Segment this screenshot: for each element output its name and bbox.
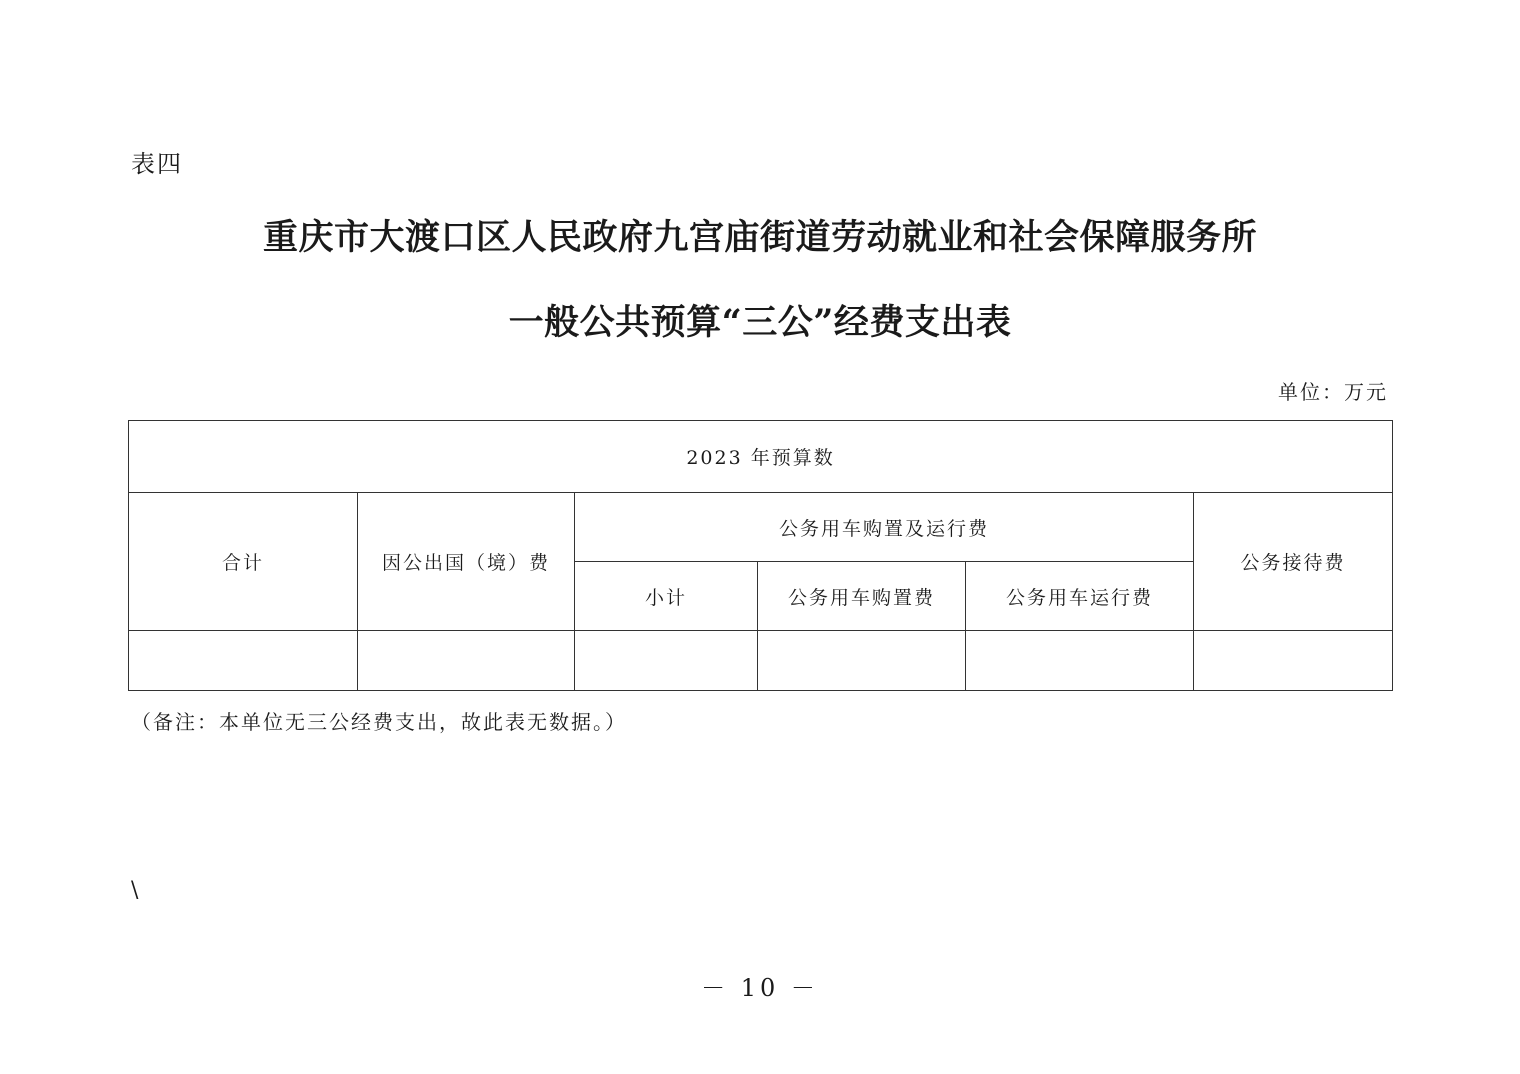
- table-header-row-year: [129, 421, 1393, 493]
- column-header-vehicle-operation: 公务用车运行费: [966, 562, 1194, 631]
- table-row: [129, 631, 1393, 691]
- column-header-overseas: 因公出国（境）费: [358, 493, 575, 631]
- budget-table: [128, 420, 1393, 691]
- column-header-total: 合计: [129, 493, 358, 631]
- table-cell-vehicle-purchase: [758, 631, 966, 691]
- unit-label: 单位：万元: [1278, 380, 1388, 404]
- table-cell-overseas: [358, 631, 575, 691]
- column-header-subtotal: 小计: [575, 562, 758, 631]
- column-header-vehicle-group: 公务用车购置及运行费: [575, 493, 1194, 562]
- table-label: 表四: [131, 150, 183, 178]
- table-cell-subtotal: [575, 631, 758, 691]
- stray-mark: \: [131, 878, 139, 903]
- table-cell-total: [129, 631, 358, 691]
- table-cell-vehicle-operation: [966, 631, 1194, 691]
- table-cell-reception: [1194, 631, 1393, 691]
- column-header-vehicle-purchase: 公务用车购置费: [758, 562, 966, 631]
- page-number: － 10 －: [701, 974, 819, 1002]
- year-header: 2023 年预算数: [129, 421, 1393, 493]
- document-title-line-1: 重庆市大渡口区人民政府九宫庙街道劳动就业和社会保障服务所: [262, 217, 1257, 258]
- table-header-row-1: [129, 493, 1393, 562]
- table-note: （备注：本单位无三公经费支出，故此表无数据。）: [131, 710, 627, 734]
- column-header-reception: 公务接待费: [1194, 493, 1393, 631]
- document-title-line-2: 一般公共预算“三公”经费支出表: [508, 302, 1012, 343]
